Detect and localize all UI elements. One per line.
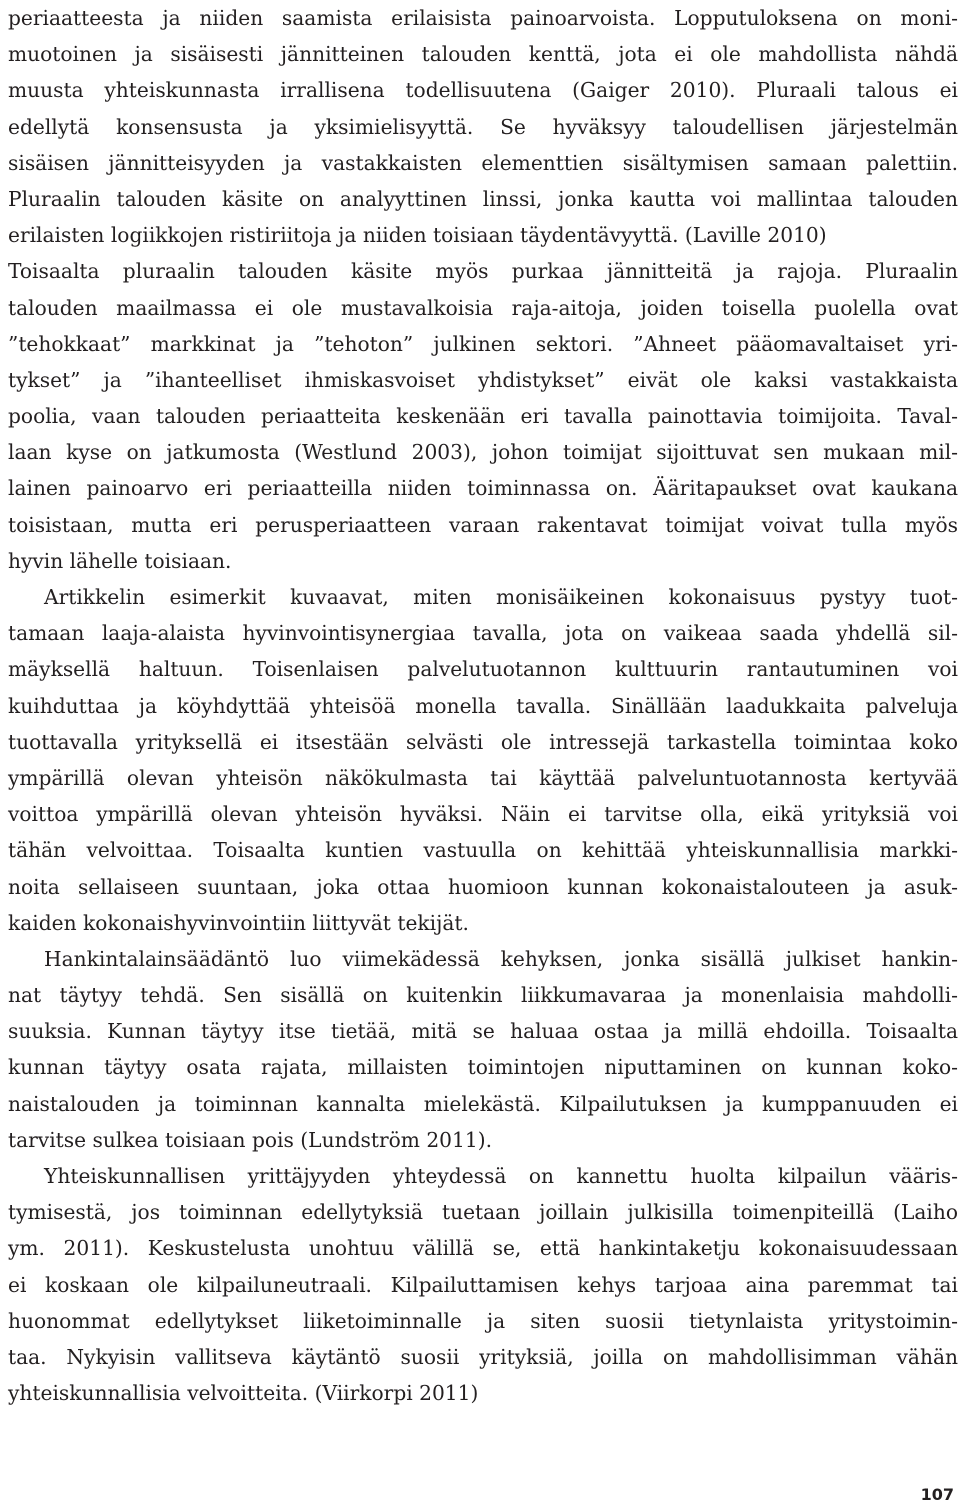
text-line: voittoa ympärillä olevan yhteisön hyväksi. Näin ei tarvitse olla, eikä yrityksiä voi: [8, 802, 958, 827]
text-line: muusta yhteiskunnasta irrallisena todellisuutena (Gaiger 2010). Pluraali talous ei: [8, 78, 958, 103]
text-line: noita sellaiseen suuntaan, joka ottaa huomioon kunnan kokonaistalouteen ja asuk-: [8, 874, 958, 899]
text-line: Pluraalin talouden käsite on analyyttinen linssi, jonka kautta voi mallintaa talouden: [8, 186, 958, 211]
text-line: nat täytyy tehdä. Sen sisällä on kuitenkin liikkumavaraa ja monenlaisia mahdolli-: [8, 983, 958, 1008]
text-line: naistalouden ja toiminnan kannalta mielekästä. Kilpailutuksen ja kumppanuuden ei: [8, 1091, 958, 1116]
text-line: ym. 2011). Keskustelusta unohtuu välillä se, että hankintaketju kokonaisuudessaan: [8, 1236, 958, 1261]
text-line: kunnan täytyy osata rajata, millaisten toimintojen niputtaminen on kunnan koko-: [8, 1055, 958, 1080]
text-line: Yhteiskunnallisen yrittäjyyden yhteydessä on kannettu huolta kilpailun vääris-: [44, 1164, 958, 1188]
text-line: toisistaan, mutta eri perusperiaatteen varaan rakentavat toimijat voivat tulla myös: [8, 512, 958, 537]
text-line: erilaisten logiikkojen ristiriitoja ja niiden toisiaan täydentävyyttä. (Laville 2010): [8, 223, 827, 248]
text-line: hyvin lähelle toisiaan.: [8, 548, 232, 573]
text-line: suuksia. Kunnan täytyy itse tietää, mitä se haluaa ostaa ja millä ehdoilla. Toisaalta: [8, 1019, 958, 1044]
text-line: ”tehokkaat” markkinat ja ”tehoton” julkinen sektori. ”Ahneet pääomavaltaiset yri-: [8, 331, 958, 356]
text-line: poolia, vaan talouden periaatteita keskenään eri tavalla painottavia toimijoita. Taval-: [8, 404, 958, 429]
text-line: tamaan laaja-alaista hyvinvointisynergiaa tavalla, jota on vaikeaa saada yhdellä sil-: [8, 621, 958, 646]
text-line: tarvitse sulkea toisiaan pois (Lundström 2011).: [8, 1127, 492, 1152]
text-line: tykset” ja ”ihanteelliset ihmiskasvoiset yhdistykset” eivät ole kaksi vastakkaista: [8, 367, 958, 392]
text-line: talouden maailmassa ei ole mustavalkoisia raja-aitoja, joiden toisella puolella ovat: [8, 295, 958, 320]
text-line: muotoinen ja sisäisesti jännitteinen talouden kenttä, jota ei ole mahdollista nähdä: [8, 42, 958, 67]
text-line: ei koskaan ole kilpailuneutraali. Kilpailuttamisen kehys tarjoaa aina paremmat tai: [8, 1272, 958, 1297]
text-line: kuihduttaa ja köyhdyttää yhteisöä monella tavalla. Sinällään laadukkaita palveluja: [8, 693, 958, 718]
text-line: yhteiskunnallisia velvoitteita. (Viirkorpi 2011): [8, 1381, 479, 1406]
text-line: edellytä konsensusta ja yksimielisyyttä. Se hyväksyy taloudellisen järjestelmän: [8, 114, 958, 139]
text-line: kaiden kokonaishyvinvointiin liittyvät tekijät.: [8, 910, 469, 935]
text-line: ympärillä olevan yhteisön näkökulmasta tai käyttää palveluntuotannosta kertyvää: [8, 765, 958, 790]
text-line: huonommat edellytykset liiketoiminnalle ja siten suosii tietynlaista yritystoimin-: [8, 1308, 958, 1333]
text-line: Hankintalainsäädäntö luo viimekädessä kehyksen, jonka sisällä julkiset hankin-: [44, 946, 958, 971]
text-line: periaatteesta ja niiden saamista erilaisista painoarvoista. Lopputuloksena on moni-: [8, 6, 958, 30]
body-text: [8, 0, 958, 1411]
text-line: Artikkelin esimerkit kuvaavat, miten monisäikeinen kokonaisuus pystyy tuot-: [44, 585, 958, 609]
text-line: taa. Nykyisin vallitseva käytäntö suosii yrityksiä, joilla on mahdollisimman vähän: [8, 1344, 958, 1369]
text-line: Toisaalta pluraalin talouden käsite myös purkaa jännitteitä ja rajoja. Pluraalin: [8, 259, 958, 284]
text-line: tähän velvoittaa. Toisaalta kuntien vastuulla on kehittää yhteiskunnallisia markki-: [8, 838, 958, 863]
text-line: lainen painoarvo eri periaatteilla niiden toiminnassa on. Ääritapaukset ovat kaukana: [8, 476, 958, 501]
text-line: laan kyse on jatkumosta (Westlund 2003), johon toimijat sijoittuvat sen mukaan mil-: [8, 440, 958, 465]
page-number: 107: [920, 1485, 954, 1504]
text-line: tymisestä, jos toiminnan edellytyksiä tuetaan joillain julkisilla toimenpiteillä (Laiho: [8, 1200, 958, 1225]
text-line: mäyksellä haltuun. Toisenlaisen palvelutuotannon kulttuurin rantautuminen voi: [8, 657, 958, 682]
text-line: sisäisen jännitteisyyden ja vastakkaisten elementtien sisältymisen samaan palettiin.: [8, 150, 958, 175]
text-line: tuottavalla yrityksellä ei itsestään selvästi ole intressejä tarkastella toimintaa koko: [8, 729, 958, 754]
